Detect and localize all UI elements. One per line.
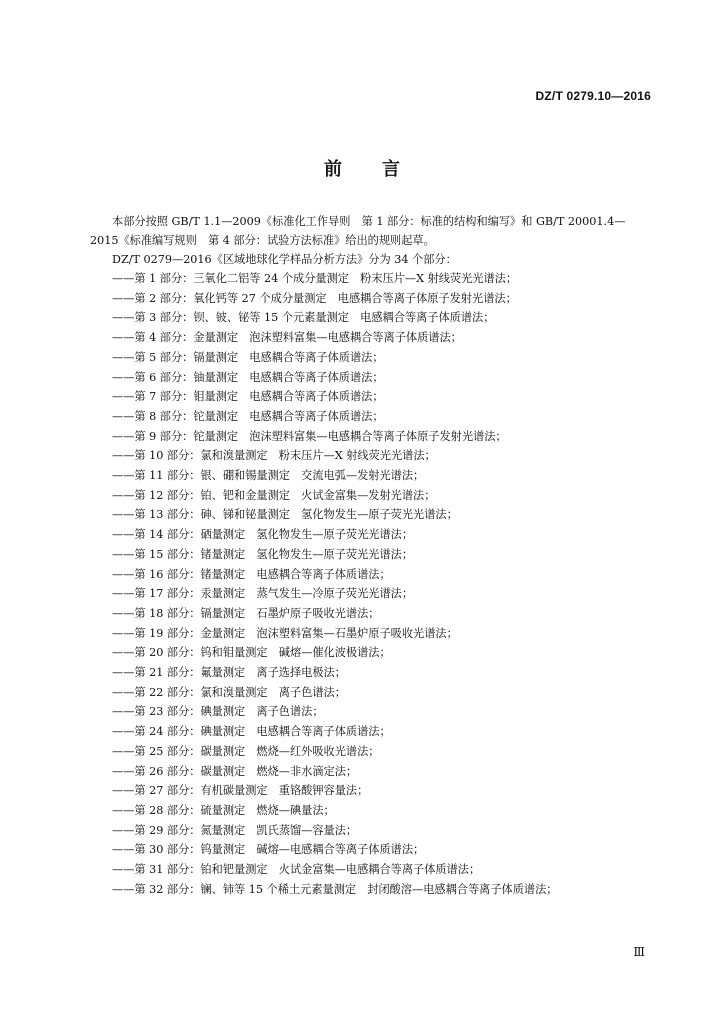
list-item: ——第 3 部分：钡、铍、铋等 15 个元素量测定 电感耦合等离子体质谱法； xyxy=(112,311,495,325)
list-item: ——第 25 部分：碳量测定 燃烧—红外吸收光谱法； xyxy=(112,744,380,758)
page-number: Ⅲ xyxy=(633,945,644,959)
list-item: ——第 8 部分：铊量测定 电感耦合等离子体质谱法； xyxy=(112,409,384,423)
list-item: ——第 7 部分：钼量测定 电感耦合等离子体质谱法； xyxy=(112,390,384,404)
list-item: ——第 24 部分：碘量测定 电感耦合等离子体质谱法； xyxy=(112,725,391,739)
list-item: ——第 4 部分：金量测定 泡沫塑料富集—电感耦合等离子体质谱法； xyxy=(112,331,462,345)
list-item: ——第 9 部分：铊量测定 泡沫塑料富集—电感耦合等离子体原子发射光谱法； xyxy=(112,429,507,443)
list-item: ——第 11 部分：银、硼和锡量测定 交流电弧—发射光谱法； xyxy=(112,469,425,483)
list-item: ——第 23 部分：碘量测定 离子色谱法； xyxy=(112,705,324,719)
parts-intro-line: DZ/T 0279—2016《区域地球化学样品分析方法》分为 34 个部分： xyxy=(112,253,457,266)
list-item: ——第 21 部分：氟量测定 离子选择电极法； xyxy=(112,666,346,680)
list-item: ——第 10 部分：氯和溴量测定 粉末压片—X 射线荧光光谱法； xyxy=(112,449,436,463)
parts-list xyxy=(90,269,650,900)
list-item: ——第 28 部分：硫量测定 燃烧—碘量法； xyxy=(112,803,335,817)
list-item: ——第 14 部分：硒量测定 氢化物发生—原子荧光光谱法； xyxy=(112,528,414,542)
list-item: ——第 13 部分：砷、锑和铋量测定 氢化物发生—原子荧光光谱法； xyxy=(112,508,458,522)
list-item: ——第 22 部分：氯和溴量测定 离子色谱法； xyxy=(112,685,346,699)
intro-paragraph-line-2: 2015《标准编写规则 第 4 部分：试验方法标准》给出的规则起草。 xyxy=(90,234,435,247)
intro-paragraph-line-1: 本部分按照 GB/T 1.1—2009《标准化工作导则 第 1 部分：标准的结构和编写》和 GB/T 20001.4— xyxy=(112,215,626,228)
page-title: 前言 xyxy=(324,159,440,180)
list-item: ——第 12 部分：铂、钯和金量测定 火试金富集—发射光谱法； xyxy=(112,488,436,502)
list-item: ——第 31 部分：铂和钯量测定 火试金富集—电感耦合等离子体质谱法； xyxy=(112,863,481,877)
list-item: ——第 15 部分：锗量测定 氢化物发生—原子荧光光谱法； xyxy=(112,547,414,561)
list-item: ——第 26 部分：碳量测定 燃烧—非水滴定法； xyxy=(112,764,358,778)
list-item: ——第 27 部分：有机碳量测定 重铬酸钾容量法； xyxy=(112,784,369,798)
document-body xyxy=(90,212,650,900)
list-item: ——第 1 部分：三氧化二铝等 24 个成分量测定 粉末压片—X 射线荧光光谱法； xyxy=(112,272,518,285)
list-item: ——第 30 部分：钨量测定 碱熔—电感耦合等离子体质谱法； xyxy=(112,843,425,857)
list-item: ——第 6 部分：铀量测定 电感耦合等离子体质谱法； xyxy=(112,370,384,384)
list-item: ——第 18 部分：镉量测定 石墨炉原子吸收光谱法； xyxy=(112,606,380,620)
list-item: ——第 5 部分：镉量测定 电感耦合等离子体质谱法； xyxy=(112,350,384,364)
list-item: ——第 29 部分：氮量测定 凯氏蒸馏—容量法； xyxy=(112,823,358,837)
list-item: ——第 20 部分：钨和钼量测定 碱熔—催化波极谱法； xyxy=(112,646,391,660)
list-item: ——第 32 部分：镧、铈等 15 个稀土元素量测定 封闭酸溶—电感耦合等离子体质谱法； xyxy=(112,882,558,896)
list-item: ——第 16 部分：锗量测定 电感耦合等离子体质谱法； xyxy=(112,567,391,581)
list-item: ——第 19 部分：金量测定 泡沫塑料富集—石墨炉原子吸收光谱法； xyxy=(112,626,458,640)
document-code: DZ/T 0279.10—2016 xyxy=(535,89,651,103)
list-item: ——第 17 部分：汞量测定 蒸气发生—冷原子荧光光谱法； xyxy=(112,587,414,601)
list-item: ——第 2 部分：氧化钙等 27 个成分量测定 电感耦合等离子体原子发射光谱法； xyxy=(112,291,517,305)
